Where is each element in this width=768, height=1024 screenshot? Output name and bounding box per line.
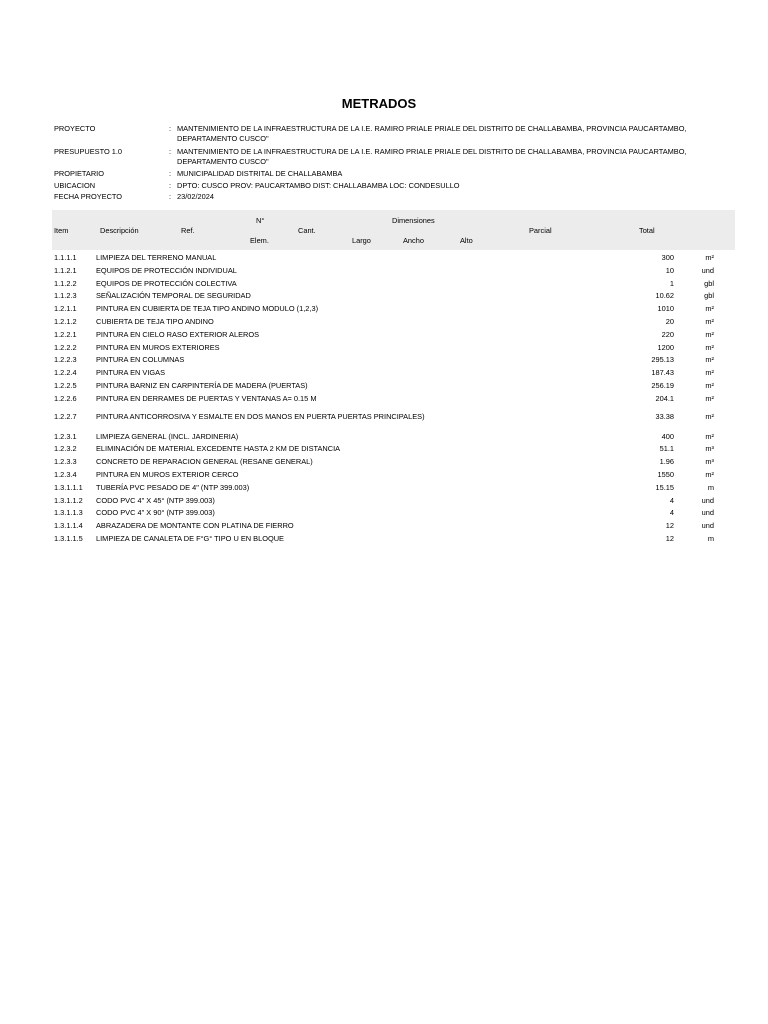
table-row	[54, 368, 714, 381]
table-row	[54, 457, 714, 470]
row-item: 1.2.2.7	[54, 411, 77, 421]
table-header	[52, 210, 735, 250]
row-description: PINTURA EN VIGAS	[96, 368, 165, 378]
row-total: 10.62	[655, 291, 674, 301]
row-unit: m²	[705, 316, 714, 326]
project-row	[54, 124, 714, 144]
row-description: CODO PVC 4" X 45° (NTP 399.003)	[96, 495, 215, 505]
row-item: 1.2.2.2	[54, 342, 77, 352]
row-total: 51.1	[659, 444, 674, 454]
row-unit: m²	[705, 304, 714, 314]
table-row	[54, 407, 714, 426]
header-ref: Ref.	[181, 226, 195, 235]
row-item: 1.2.1.1	[54, 304, 77, 314]
table-row	[54, 279, 714, 292]
row-total: 256.19	[651, 380, 674, 390]
row-total: 300	[661, 253, 674, 262]
row-description: LIMPIEZA DEL TERRENO MANUAL	[96, 253, 217, 262]
colon: :	[169, 192, 172, 202]
row-unit: m²	[705, 411, 714, 421]
row-item: 1.1.2.1	[54, 265, 77, 275]
table-row	[54, 534, 714, 547]
row-description: CODO PVC 4" X 90° (NTP 399.003)	[96, 508, 215, 518]
table-row	[54, 432, 714, 445]
row-item: 1.1.1.1	[54, 253, 77, 262]
row-item: 1.3.1.1.4	[54, 521, 83, 531]
row-item: 1.3.1.1.1	[54, 482, 83, 492]
row-item: 1.2.2.1	[54, 329, 77, 339]
row-item: 1.2.2.6	[54, 393, 77, 403]
row-total: 220	[661, 329, 674, 339]
table-row	[54, 508, 714, 521]
location-value: DPTO: CUSCO PROV: PAUCARTAMBO DIST: CHALLABAMBA LOC: CONDESULLO	[177, 180, 460, 190]
row-unit: gbl	[704, 291, 714, 301]
row-description: PINTURA EN CIELO RASO EXTERIOR ALEROS	[96, 329, 260, 339]
row-total: 20	[665, 316, 674, 326]
row-item: 1.2.1.2	[54, 316, 77, 326]
owner-row	[54, 169, 714, 179]
row-description: CONCRETO DE REPARACION GENERAL (RESANE GENERAL)	[96, 457, 313, 467]
location-label: UBICACION	[54, 180, 96, 190]
row-unit: und	[701, 508, 714, 518]
date-row	[54, 192, 714, 202]
colon: :	[169, 146, 172, 156]
row-item: 1.2.2.3	[54, 355, 77, 365]
table-row	[54, 496, 714, 509]
header-parcial: Parcial	[529, 226, 552, 235]
row-description: ELIMINACIÓN DE MATERIAL EXCEDENTE HASTA 2 KM DE DISTANCIA	[96, 444, 341, 454]
row-item: 1.2.3.1	[54, 431, 77, 441]
table-row	[54, 317, 714, 330]
row-total: 1200	[657, 342, 674, 352]
row-description: TUBERÍA PVC PESADO DE 4" (NTP 399.003)	[96, 482, 250, 492]
table-row	[54, 266, 714, 279]
page-title: METRADOS	[341, 96, 417, 111]
row-total: 33.38	[655, 411, 674, 421]
row-unit: m²	[705, 393, 714, 403]
budget-label: PRESUPUESTO 1.0	[54, 146, 123, 156]
header-cant: Cant.	[298, 226, 316, 235]
owner-value: MUNICIPALIDAD DISTRITAL DE CHALLABAMBA	[177, 169, 343, 179]
row-total: 1.96	[659, 457, 674, 467]
row-total: 12	[665, 521, 674, 531]
row-item: 1.2.2.4	[54, 368, 77, 378]
row-unit: m²	[705, 342, 714, 352]
row-unit: m²	[705, 431, 714, 441]
row-description: ABRAZADERA DE MONTANTE CON PLATINA DE FIERRO	[96, 521, 294, 531]
budget-row	[54, 147, 714, 167]
row-total: 187.43	[651, 368, 674, 378]
row-description: EQUIPOS DE PROTECCIÓN COLECTIVA	[96, 278, 237, 288]
row-total: 1	[669, 278, 674, 288]
table-row	[54, 483, 714, 496]
row-unit: und	[701, 265, 714, 275]
row-description: PINTURA BARNIZ EN CARPINTERÍA DE MADERA (PUERTAS)	[96, 380, 308, 390]
row-description: CUBIERTA DE TEJA TIPO ANDINO	[96, 316, 214, 326]
row-item: 1.3.1.1.2	[54, 495, 83, 505]
table-row	[54, 330, 714, 343]
row-item: 1.1.2.2	[54, 278, 77, 288]
row-description: LIMPIEZA DE CANALETA DE F°G° TIPO U EN BLOQUE	[96, 533, 284, 543]
row-unit: m²	[705, 380, 714, 390]
row-total: 4	[669, 495, 674, 505]
colon: :	[169, 124, 172, 133]
owner-label: PROPIETARIO	[54, 169, 104, 179]
table-row	[54, 253, 714, 266]
row-description: PINTURA EN DERRAMES DE PUERTAS Y VENTANAS A= 0.15 M	[96, 393, 317, 403]
header-ancho: Ancho	[403, 236, 424, 245]
row-total: 1010	[657, 304, 674, 314]
row-description: LIMPIEZA GENERAL (INCL. JARDINERIA)	[96, 431, 239, 441]
row-description: EQUIPOS DE PROTECCIÓN INDIVIDUAL	[96, 265, 237, 275]
table-row	[54, 394, 714, 407]
row-item: 1.1.2.3	[54, 291, 77, 301]
header-largo: Largo	[352, 236, 371, 245]
row-description: PINTURA EN CUBIERTA DE TEJA TIPO ANDINO MODULO (1,2,3)	[96, 304, 319, 314]
row-unit: gbl	[704, 278, 714, 288]
header-item: Item	[54, 226, 69, 235]
row-description: PINTURA ANTICORROSIVA Y ESMALTE EN DOS MANOS EN PUERTA PUERTAS PRINCIPALES)	[96, 411, 425, 421]
date-value: 23/02/2024	[177, 192, 214, 202]
header-total: Total	[639, 226, 655, 235]
row-item: 1.3.1.1.3	[54, 508, 83, 518]
row-unit: m²	[705, 355, 714, 365]
table-row	[54, 304, 714, 317]
row-description: SEÑALIZACIÓN TEMPORAL DE SEGURIDAD	[96, 291, 251, 301]
row-item: 1.3.1.1.5	[54, 533, 83, 543]
project-value: MANTENIMIENTO DE LA INFRAESTRUCTURA DE LA I.E. RAMIRO PRIALE PRIALE DEL DISTRITO DE CHALLABAMBA, PROVINCIA PAUCARTAMBO, DEPARTAMENTO CUSCO"	[177, 124, 687, 143]
row-unit: m³	[705, 444, 714, 454]
colon: :	[169, 180, 172, 190]
table-row	[54, 444, 714, 457]
project-label: PROYECTO	[54, 124, 96, 133]
table-row	[54, 355, 714, 368]
colon: :	[169, 169, 172, 179]
row-item: 1.2.2.5	[54, 380, 77, 390]
table-row	[54, 470, 714, 483]
row-item: 1.2.3.2	[54, 444, 77, 454]
row-unit: und	[701, 521, 714, 531]
header-n: N°	[256, 216, 265, 225]
row-unit: und	[701, 495, 714, 505]
row-unit: m²	[705, 368, 714, 378]
row-description: PINTURA EN COLUMNAS	[96, 355, 185, 365]
row-total: 400	[661, 431, 674, 441]
table-row	[54, 291, 714, 304]
row-item: 1.2.3.4	[54, 469, 77, 479]
date-label: FECHA PROYECTO	[54, 192, 123, 202]
row-unit: m²	[705, 469, 714, 479]
metrados-table-body	[54, 253, 714, 547]
row-total: 204.1	[655, 393, 674, 403]
row-total: 12	[665, 533, 674, 543]
row-item: 1.2.3.3	[54, 457, 77, 467]
header-alto: Alto	[460, 236, 473, 245]
header-elem: Elem.	[250, 236, 269, 245]
location-row	[54, 181, 714, 191]
header-description: Descripción	[100, 226, 139, 235]
row-unit: m²	[705, 253, 714, 262]
row-unit: m	[707, 533, 714, 543]
row-description: PINTURA EN MUROS EXTERIORES	[96, 342, 220, 352]
row-description: PINTURA EN MUROS EXTERIOR CERCO	[96, 469, 239, 479]
row-total: 295.13	[651, 355, 674, 365]
table-row	[54, 343, 714, 356]
row-total: 15.15	[655, 482, 674, 492]
row-total: 1550	[657, 469, 674, 479]
header-dimensions: Dimensiones	[392, 216, 435, 225]
row-unit: m²	[705, 329, 714, 339]
row-total: 10	[665, 265, 674, 275]
table-row	[54, 521, 714, 534]
row-unit: m	[707, 482, 714, 492]
budget-value: MANTENIMIENTO DE LA INFRAESTRUCTURA DE LA I.E. RAMIRO PRIALE PRIALE DEL DISTRITO DE CHALLABAMBA, PROVINCIA PAUCARTAMBO, DEPARTAMENTO CUSCO"	[177, 146, 687, 166]
row-unit: m³	[705, 457, 714, 467]
project-info	[54, 124, 714, 205]
row-total: 4	[669, 508, 674, 518]
table-row	[54, 381, 714, 394]
